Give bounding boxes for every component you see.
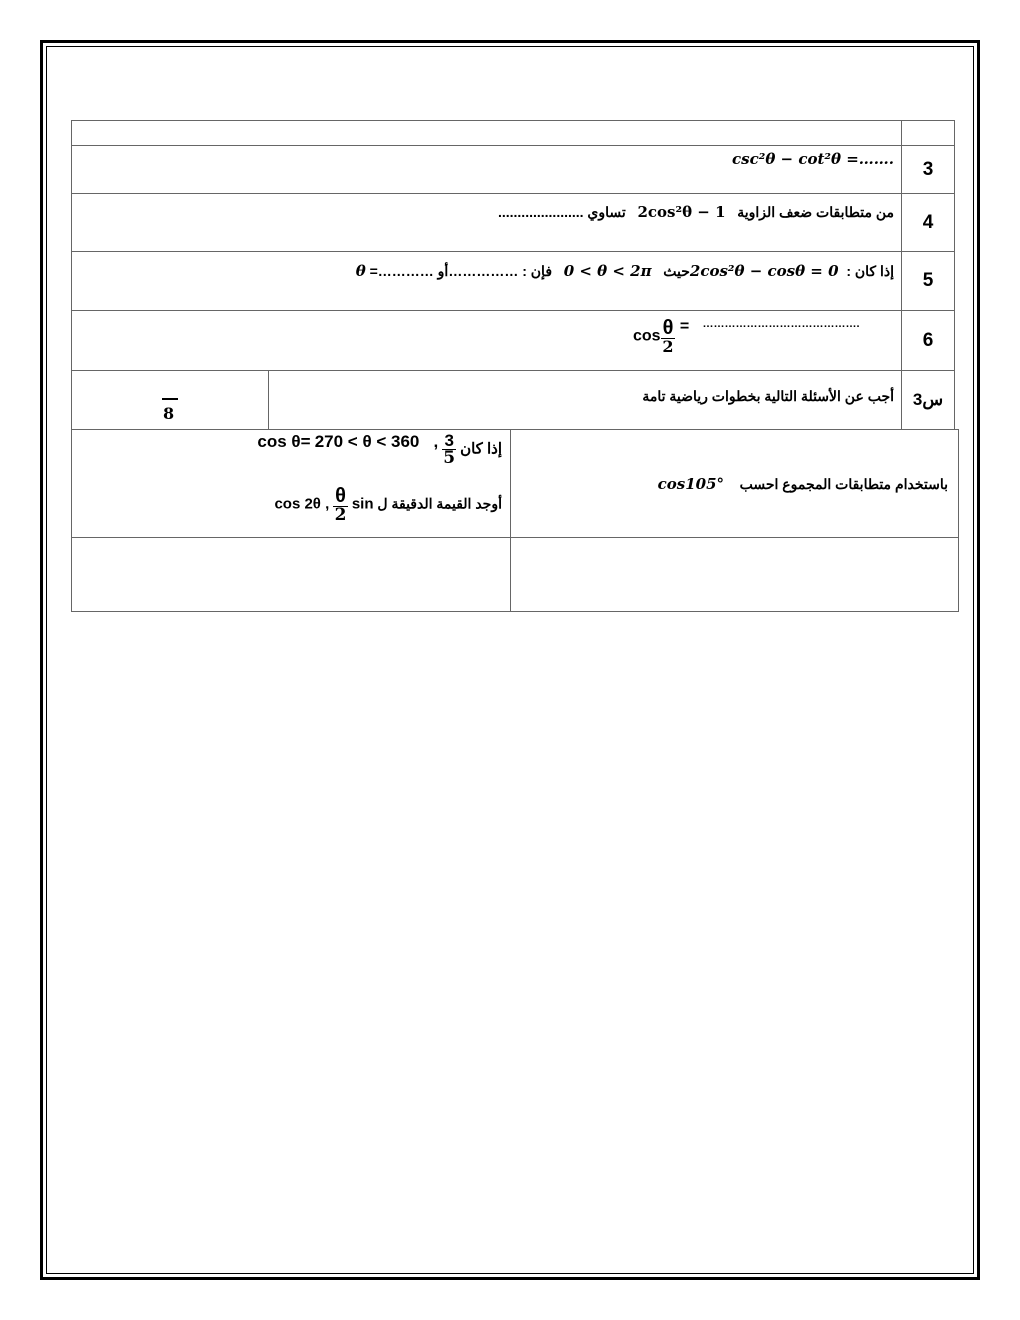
question-3-number: 3 (901, 145, 955, 194)
question-5-cell (71, 251, 902, 311)
question-4-cell (71, 193, 902, 252)
question-3-text: csc²θ − cot²θ =……. (732, 150, 894, 168)
q1-answer-cell[interactable] (510, 537, 959, 612)
section-3-number: س3 (901, 370, 955, 430)
fraction-bar (162, 398, 178, 400)
q2-answer-cell[interactable] (71, 537, 511, 612)
q2-line1: إذا كان $\frac{3}{5}$ cos θ= 270 < θ < 360 , (257, 431, 502, 468)
question-6-number: 6 (901, 310, 955, 371)
question-6-text: cos $\frac{\theta}{2}$ = ……………………………………. (633, 317, 860, 356)
overflow-fraction-denominator: 8 (163, 404, 175, 423)
section-3-instruction: أجب عن الأسئلة التالية بخطوات رياضية تامة (642, 388, 894, 404)
q1-text: باستخدام متطابقات المجموع احسب cos105° (657, 475, 948, 493)
question-5-number: 5 (901, 251, 955, 311)
header-number-cell (901, 120, 955, 146)
question-4-number: 4 (901, 193, 955, 252)
header-row-cell (71, 120, 902, 146)
question-4-text: من متطابقات ضعف الزاوية 2cos²θ − 1 تساوي ...................... (497, 203, 894, 221)
q2-line2: أوجد القيمة الدقيقة ل cos 2θ , $\frac{\theta}{2}$ sin (274, 485, 502, 525)
question-5-text: إذا كان : 2cos²θ − cosθ = 0حيث 0 < θ < 2π فإن : ……………أو …………= θ (355, 262, 894, 280)
